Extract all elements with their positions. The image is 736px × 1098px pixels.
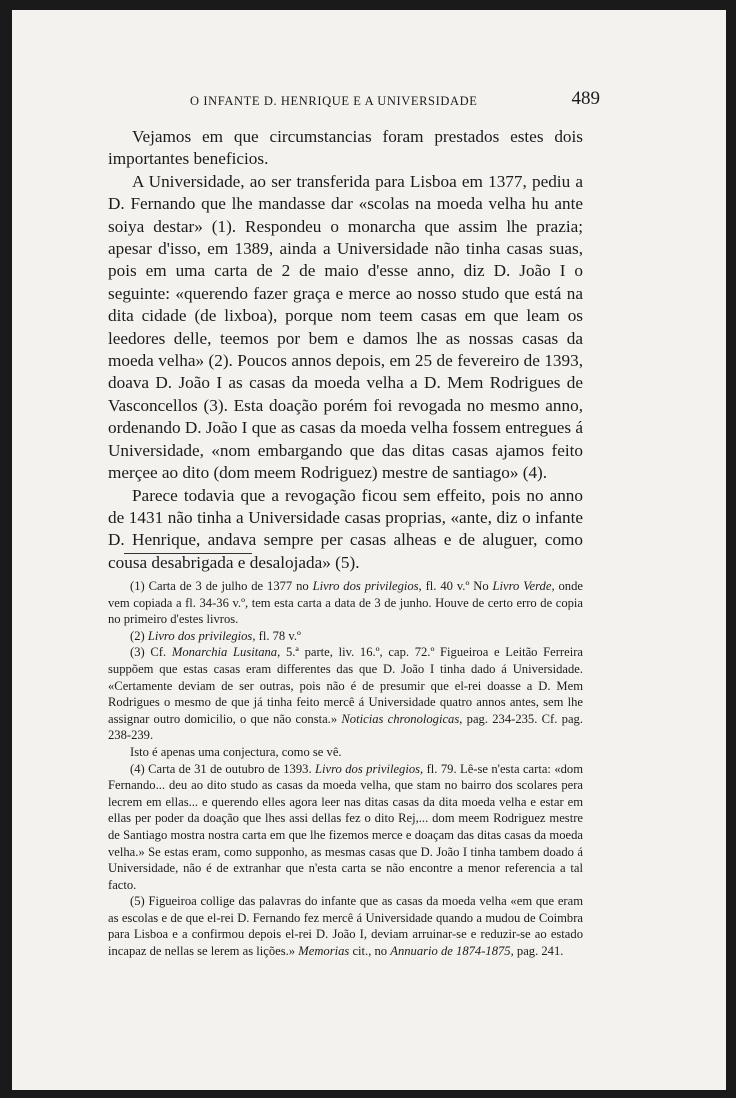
paragraph-1: Vejamos em que circumstancias foram prestados estes dois importantes beneficios. (108, 127, 583, 169)
running-title: O INFANTE D. HENRIQUE E A UNIVERSIDADE (190, 94, 478, 108)
footnote-4: (4) Carta de 31 de outubro de 1393. Livro dos privilegios, fl. 79. Lê-se n'esta carta: «dom Fernando... deu ao dito studo as casas da moeda velha, que stam no bairro dos scolares pera lecrem em ellas... e querendo elles agora leer nas ditas casas da dita moeda velha e estar em ellas per poder da doação que lhes assi dellas fez o dito Rej,... dom meem Rodriguez mestre de Santiago mostra nostra carta em que lhe fizemos merce e doaçam das ditas casas da moeda velha.» Se estas eram, como supponho, as mesmas casas que D. João I tinha tambem doado á Universidade, não é de extranhar que n'esta carta se não encontre a menor referencia a tal facto. (108, 761, 584, 892)
footnote-3: (3) Cf. Monarchia Lusitana, 5.ª parte, liv. 16.º, cap. 72.º Figueiroa e Leitão Ferreira suppõem que estas casas eram differentes das que D. João I tinha dado á Universidade. «Certamente deviam de ser outras, pois não é de presumir que el-rei doasse a D. Mem Rodrigues o mesmo de que já tinha feito mercê á Universidade quatro annos antes, sem lhe assignar outro domicilio, o que não consta.» Noticias chronologicas, pag. 234-235. Cf. pag. 238-239. (108, 645, 583, 743)
footnote-1: (1) Carta de 3 de julho de 1377 no Livro dos privilegios, fl. 40 v.º No Livro Verde, onde vem copiada a fl. 34-36 v.º, tem esta carta a data de 3 de junho. Houve de certo erro de copia no primeiro d'estes livros. (108, 579, 583, 627)
footnote-separator (124, 553, 252, 554)
running-head (110, 88, 600, 114)
paragraph-3: Parece todavia que a revogação ficou sem effeito, pois no anno de 1431 não tinha a Universidade casas proprias, «ante, diz o infante D. Henrique, andava sempre per casas alheas e de aluguer, como cousa desabrigada e desalojada» (5). (108, 485, 583, 572)
book-page (12, 10, 726, 1090)
paragraph-2: A Universidade, ao ser transferida para Lisboa em 1377, pediu a D. Fernando que lhe mandasse dar «scolas na moeda velha hu ante soiya destar» (1). Respondeu o monarcha que assim lhe prazia; apesar d'isso, em 1389, ainda a Universidade não tinha casas suas, pois em uma carta de 2 de maio d'esse anno, diz D. João I o seguinte: «querendo fazer graça e merce ao nosso studo que está na dita cidade (de lixboa), porque nom teem casas em que leam os leedores delle, teemos por bem e damos lhe as nossas casas da moeda velha» (2). Poucos annos depois, em 25 de fevereiro de 1393, doava D. João I as casas da moeda velha a D. Mem Rodrigues de Vasconcellos (3). Esta doação porém foi revogada no mesmo anno, ordenando D. João I que as casas da moeda velha fossem entregues á Universidade, «nom embargando que das ditas casas ajamos feito merçee ao dito (dom meem Rodriguez) mestre de santiago» (4). (108, 171, 583, 483)
footnote-2: (2) Livro dos privilegios, fl. 78 v.º (130, 628, 301, 643)
page-number: 489 (571, 88, 600, 109)
footnote-5: (5) Figueiroa collige das palavras do infante que as casas da moeda velha «em que eram as escolas e de que el-rei D. Fernando fez mercê á Universidade quando a mudou de Coimbra para Lisboa e a confirmou depois el-rei D. João I, deviam arruinar-se e reduzir-se ao estado incapaz de nellas se lerem as lições.» Memorias cit., no Annuario de 1874-1875, pag. 241. (108, 894, 583, 959)
footnotes (108, 578, 583, 960)
main-text (108, 126, 583, 574)
footnote-3-continuation: Isto é apenas uma conjectura, como se vê. (130, 744, 342, 759)
